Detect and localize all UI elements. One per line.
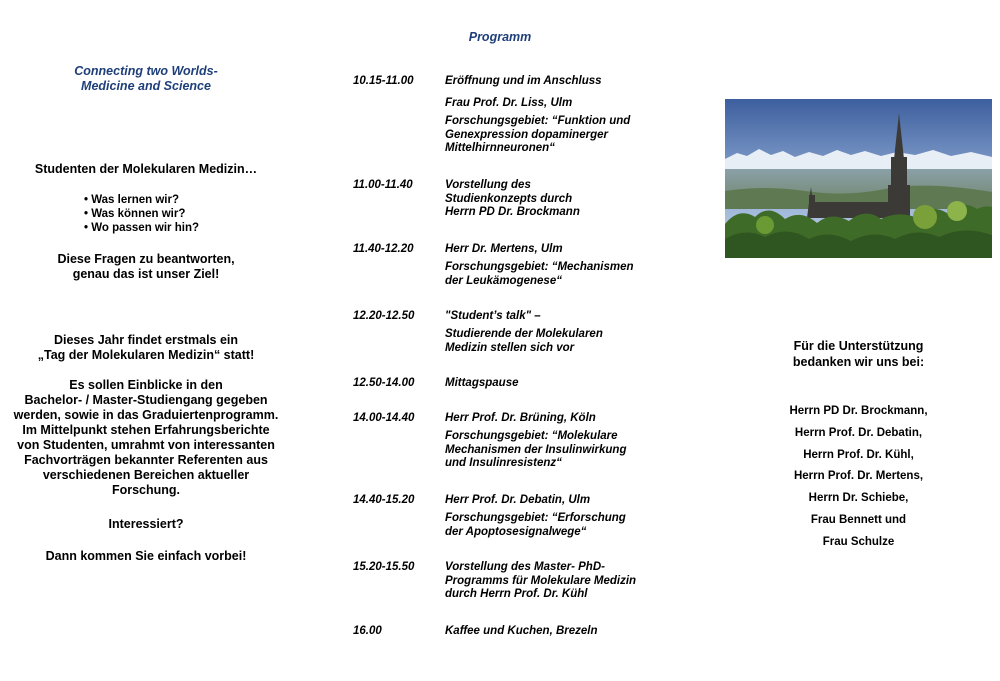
thanks-list bbox=[725, 401, 992, 554]
schedule-description bbox=[445, 377, 680, 391]
schedule-time: 14.40-15.20 bbox=[353, 494, 415, 506]
schedule-line: Vorstellung des bbox=[445, 179, 531, 191]
question-list bbox=[84, 193, 199, 235]
schedule-line: Programms für Molekulare Medizin bbox=[445, 574, 637, 587]
schedule-line: Mittelhirnneuronen“ bbox=[445, 142, 555, 154]
schedule-time: 11.00-11.40 bbox=[353, 179, 413, 191]
list-item: Herrn Prof. Dr. Mertens, bbox=[793, 470, 924, 483]
schedule-description bbox=[445, 115, 680, 156]
schedule-line: Vorstellung des Master- PhD- bbox=[445, 561, 605, 573]
list-item: Herrn Dr. Schiebe, bbox=[808, 492, 909, 505]
students-heading: Studenten der Molekularen Medizin… bbox=[34, 162, 258, 176]
announcement-text bbox=[0, 333, 292, 363]
text-line: Fachvorträgen bekannter Referenten aus bbox=[24, 453, 268, 467]
text-line: genau das ist unser Ziel! bbox=[72, 267, 220, 281]
list-item: Herrn PD Dr. Brockmann, bbox=[789, 405, 928, 417]
text-line: Bachelor- / Master-Studiengang gegeben bbox=[24, 393, 268, 407]
schedule-line: "Student’s talk" – bbox=[445, 310, 541, 322]
invite-text: Dann kommen Sie einfach vorbei! bbox=[45, 549, 247, 563]
schedule-time: 15.20-15.50 bbox=[353, 561, 415, 573]
list-item: • Was können wir? bbox=[84, 208, 186, 220]
schedule-line: Medizin stellen sich vor bbox=[445, 341, 575, 354]
schedule-line: Mittagspause bbox=[445, 377, 519, 389]
schedule-description bbox=[445, 625, 680, 639]
tagline-line: Medicine and Science bbox=[81, 79, 211, 93]
schedule-line: Genexpression dopaminerger bbox=[445, 128, 608, 141]
schedule-line: Eröffnung und im Anschluss bbox=[445, 75, 602, 87]
schedule-line: Forschungsgebiet: “Molekulare bbox=[445, 430, 618, 442]
text-line: Diese Fragen zu beantworten, bbox=[57, 252, 235, 266]
schedule-description bbox=[445, 75, 680, 89]
list-item: Frau Schulze bbox=[822, 535, 895, 548]
interested-text: Interessiert? bbox=[108, 517, 184, 531]
schedule-description bbox=[445, 179, 680, 220]
schedule-line: Forschungsgebiet: “Erforschung bbox=[445, 512, 626, 524]
text-line: „Tag der Molekularen Medizin“ statt! bbox=[37, 348, 255, 362]
goal-text bbox=[0, 252, 292, 282]
schedule-description bbox=[445, 512, 680, 539]
schedule-line: Forschungsgebiet: “Funktion und bbox=[445, 115, 631, 127]
schedule-time: 16.00 bbox=[353, 625, 382, 637]
schedule-line: Herr Prof. Dr. Debatin, Ulm bbox=[445, 494, 591, 506]
schedule-line: Frau Prof. Dr. Liss, Ulm bbox=[445, 97, 573, 109]
schedule-description bbox=[445, 430, 680, 471]
text-line: Dieses Jahr findet erstmals ein bbox=[53, 333, 239, 347]
schedule-line: der Leukämogenese“ bbox=[445, 274, 562, 287]
text-line: werden, sowie in das Graduiertenprogramm. bbox=[13, 408, 279, 422]
schedule-time: 12.20-12.50 bbox=[353, 310, 415, 322]
schedule-description bbox=[445, 412, 680, 426]
schedule-description bbox=[445, 261, 680, 288]
thanks-heading bbox=[725, 338, 992, 370]
tagline-line: Connecting two Worlds- bbox=[74, 64, 218, 78]
text-line: verschiedenen Bereichen aktueller bbox=[42, 468, 250, 482]
text-line: Für die Unterstützung bbox=[793, 339, 924, 353]
schedule-line: der Apoptosesignalwege“ bbox=[445, 525, 587, 538]
schedule-line: Kaffee und Kuchen, Brezeln bbox=[445, 625, 598, 637]
schedule-time: 14.00-14.40 bbox=[353, 412, 415, 424]
schedule-time: 10.15-11.00 bbox=[353, 75, 414, 87]
text-line: bedanken wir uns bei: bbox=[792, 355, 925, 369]
schedule-line: Mechanismen der Insulinwirkung bbox=[445, 443, 627, 456]
text-line: von Studenten, umrahmt von interessanten bbox=[17, 438, 275, 452]
schedule-description bbox=[445, 561, 680, 602]
list-item: Herrn Prof. Dr. Debatin, bbox=[794, 426, 923, 439]
schedule-line: Studierende der Molekularen bbox=[445, 328, 603, 340]
list-item: Frau Bennett und bbox=[810, 513, 907, 526]
tagline bbox=[0, 64, 292, 94]
schedule-line: Studienkonzepts durch bbox=[445, 192, 573, 205]
schedule-line: und Insulinresistenz“ bbox=[445, 457, 562, 469]
text-line: Forschung. bbox=[111, 483, 181, 497]
text-line: Es sollen Einblicke in den bbox=[69, 378, 223, 392]
schedule-line: Herr Prof. Dr. Brüning, Köln bbox=[445, 412, 596, 424]
schedule-description bbox=[445, 243, 680, 257]
schedule-description bbox=[445, 494, 680, 508]
schedule-line: Herr Dr. Mertens, Ulm bbox=[445, 243, 563, 255]
list-item: • Was lernen wir? bbox=[84, 194, 179, 206]
schedule-line: durch Herrn Prof. Dr. Kühl bbox=[445, 588, 588, 600]
schedule-time: 12.50-14.00 bbox=[353, 377, 415, 389]
schedule-time: 11.40-12.20 bbox=[353, 243, 414, 255]
schedule-description bbox=[445, 328, 680, 355]
program-title: Programm bbox=[468, 30, 532, 44]
list-item: Herrn Prof. Dr. Kühl, bbox=[803, 448, 914, 461]
schedule-description bbox=[445, 97, 680, 111]
schedule-description bbox=[445, 310, 680, 324]
text-line: Im Mittelpunkt stehen Erfahrungsberichte bbox=[22, 423, 270, 437]
insight-text bbox=[0, 378, 292, 498]
schedule-line: Forschungsgebiet: “Mechanismen bbox=[445, 261, 634, 273]
landscape-illustration bbox=[725, 99, 992, 258]
list-item: • Wo passen wir hin? bbox=[84, 222, 199, 234]
ulm-minster-photo bbox=[725, 99, 992, 258]
schedule-line: Herrn PD Dr. Brockmann bbox=[445, 206, 580, 218]
